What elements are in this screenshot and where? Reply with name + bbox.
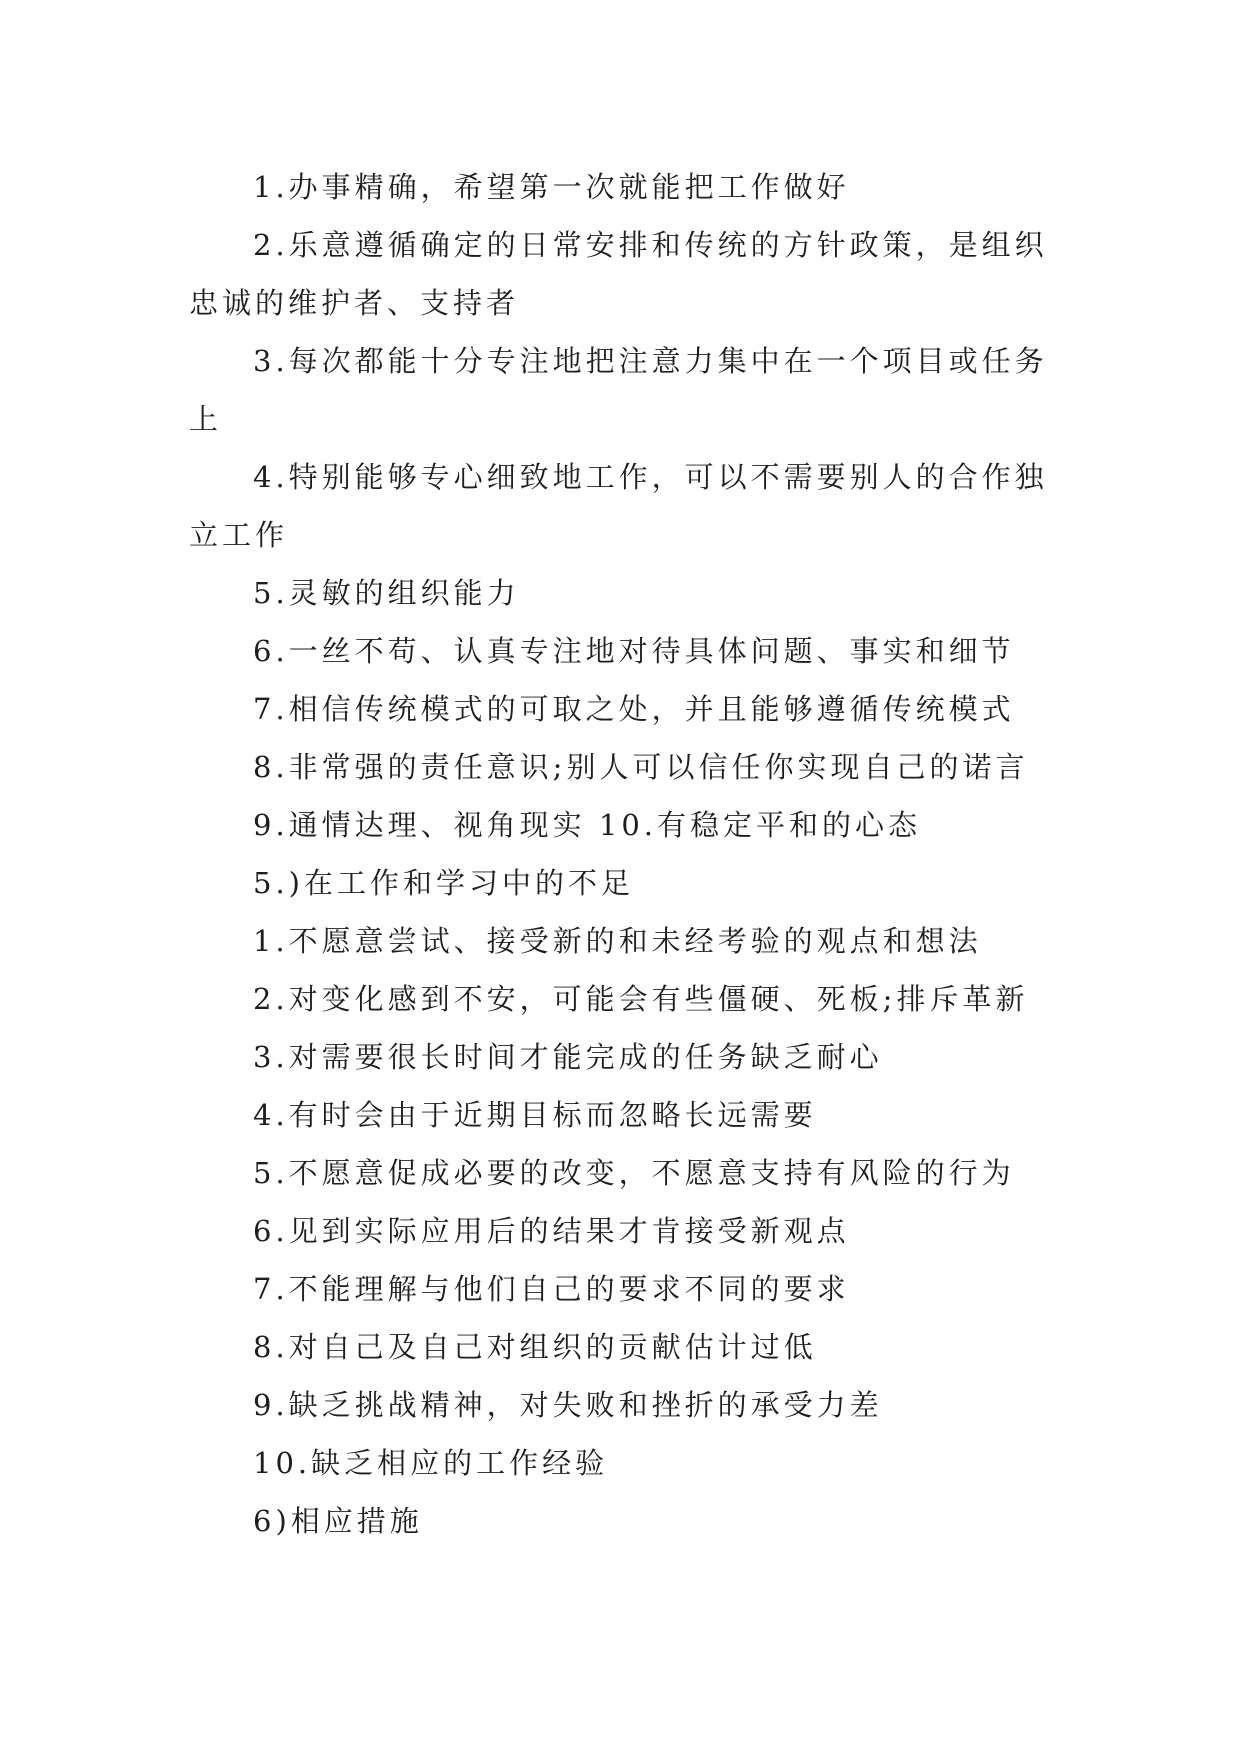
section-heading: 5.)在工作和学习中的不足 [253,866,634,900]
document-body [189,158,1049,1550]
paragraph: 6.见到实际应用后的结果才肯接受新观点 [253,1214,850,1248]
paragraph: 10.缺乏相应的工作经验 [253,1446,609,1480]
paragraph: 2.对变化感到不安，可能会有些僵硬、死板;排斥革新 [253,982,1029,1016]
paragraph: 9.缺乏挑战精神，对失败和挫折的承受力差 [253,1388,883,1422]
paragraph: 1.不愿意尝试、接受新的和未经考验的观点和想法 [253,924,982,958]
paragraph: 4.特别能够专心细致地工作，可以不需要别人的合作独立工作 [189,460,1048,552]
paragraph: 5.灵敏的组织能力 [253,576,520,610]
paragraph: 4.有时会由于近期目标而忽略长远需要 [253,1098,817,1132]
paragraph: 9.通情达理、视角现实 10.有稳定平和的心态 [253,808,922,842]
paragraph: 5.不愿意促成必要的改变，不愿意支持有风险的行为 [253,1156,1015,1190]
paragraph: 3.对需要很长时间才能完成的任务缺乏耐心 [253,1040,883,1074]
paragraph: 2.乐意遵循确定的日常安排和传统的方针政策，是组织忠诚的维护者、支持者 [189,228,1048,320]
paragraph: 3.每次都能十分专注地把注意力集中在一个项目或任务上 [189,344,1048,436]
paragraph: 7.相信传统模式的可取之处，并且能够遵循传统模式 [253,692,1015,726]
paragraph: 7.不能理解与他们自己的要求不同的要求 [253,1272,850,1306]
paragraph: 8.对自己及自己对组织的贡献估计过低 [253,1330,817,1364]
paragraph: 1.办事精确，希望第一次就能把工作做好 [253,170,850,204]
section-heading: 6)相应措施 [253,1504,423,1538]
paragraph: 6.一丝不苟、认真专注地对待具体问题、事实和细节 [253,634,1015,668]
paragraph: 8.非常强的责任意识;别人可以信任你实现自己的诺言 [253,750,1029,784]
